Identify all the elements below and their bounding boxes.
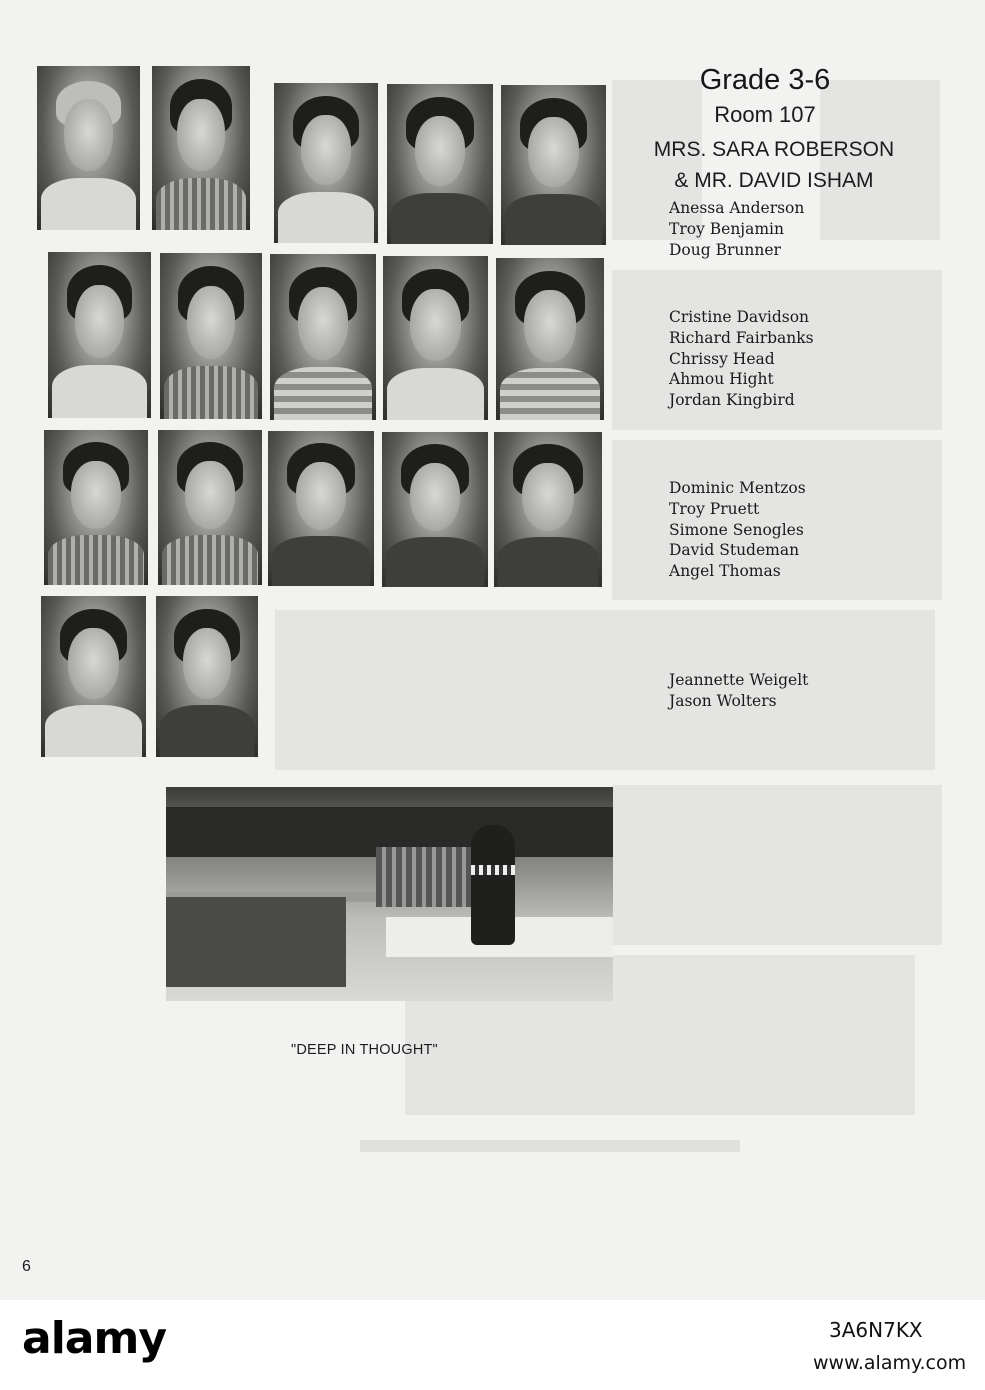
photo-caption: "DEEP IN THOUGHT": [291, 1042, 438, 1058]
student-portrait-photo: [501, 85, 606, 245]
student-portrait-photo: [383, 256, 488, 420]
student-name: Angel Thomas: [669, 562, 781, 581]
student-name: David Studeman: [669, 541, 800, 560]
student-name: Ahmou Hight: [669, 370, 774, 389]
teacher-name-line: MRS. SARA ROBERSON: [653, 138, 895, 161]
student-name: Cristine Davidson: [669, 308, 810, 326]
student-portrait-photo: [494, 432, 602, 587]
grade-heading: Grade 3-6: [699, 64, 831, 96]
student-name: Richard Fairbanks: [669, 328, 814, 347]
student-name: Dominic Mentzos: [669, 479, 806, 497]
student-name: Anessa Anderson: [669, 199, 805, 217]
image-id: 3A6N7KX: [829, 1318, 923, 1342]
bleed-through-shadow: [612, 785, 942, 945]
student-name: Jeannette Weigelt: [669, 671, 809, 689]
student-portrait-photo: [274, 83, 378, 243]
student-portrait-photo: [268, 431, 374, 586]
student-name-group-1: [669, 198, 804, 260]
student-name: Simone Senogles: [669, 520, 804, 539]
student-portrait-photo: [496, 258, 604, 420]
page-number: 6: [22, 1258, 31, 1275]
student-name-group-4: [669, 670, 808, 712]
room-number: Room 107: [714, 102, 816, 127]
student-portrait-photo: [158, 430, 262, 585]
student-portrait-photo: [156, 596, 258, 757]
brand-logo: alamy: [22, 1313, 166, 1364]
student-name-group-2: [669, 307, 814, 411]
student-name: Troy Benjamin: [669, 219, 784, 238]
classroom-photo: [166, 787, 613, 1001]
bleed-through-shadow: [275, 610, 935, 770]
teacher-portrait-photo: [152, 66, 250, 230]
student-portrait-photo: [387, 84, 493, 244]
teacher-names: [614, 134, 934, 196]
teacher-name-line: & MR. DAVID ISHAM: [674, 169, 874, 192]
student-portrait-photo: [382, 432, 488, 587]
student-portrait-photo: [48, 252, 151, 418]
student-name: Chrissy Head: [669, 349, 775, 368]
student-portrait-photo: [44, 430, 148, 585]
student-name: Jason Wolters: [669, 691, 777, 710]
student-name-group-3: [669, 478, 806, 582]
student-name: Doug Brunner: [669, 240, 781, 259]
footer-url: www.alamy.com: [813, 1352, 967, 1374]
student-portrait-photo: [41, 596, 146, 757]
student-name: Troy Pruett: [669, 499, 760, 518]
teacher-portrait-photo: [37, 66, 140, 230]
bleed-through-caption: [360, 1140, 740, 1152]
student-portrait-photo: [270, 254, 376, 420]
student-portrait-photo: [160, 253, 262, 419]
student-name: Jordan Kingbird: [669, 391, 795, 410]
